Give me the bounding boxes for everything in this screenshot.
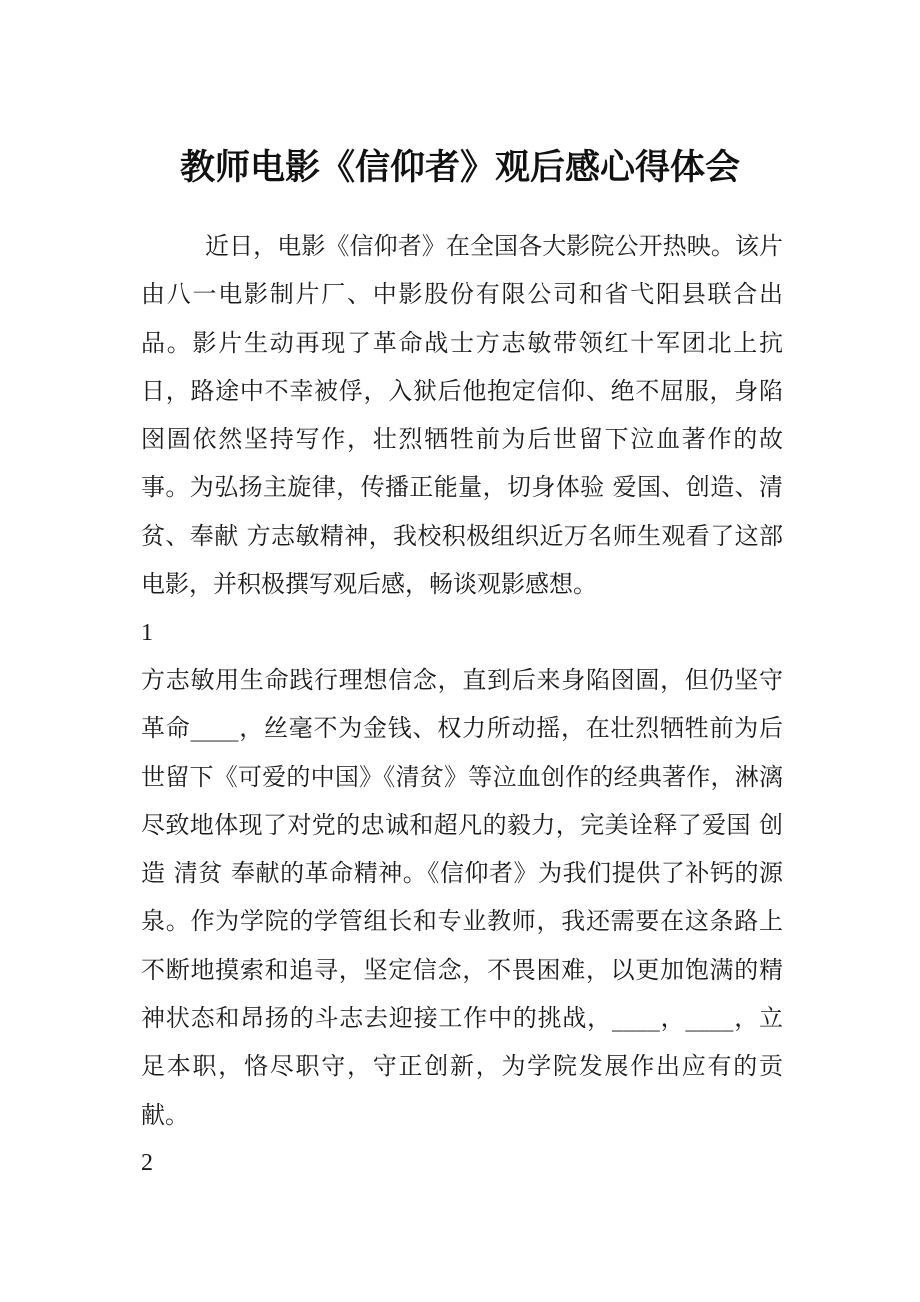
page-number: 2 xyxy=(141,1150,153,1176)
paragraph-intro: 近日，电影《信仰者》在全国各大影院公开热映。该片由八一电影制片厂、中影股份有限公司和省弋阳县联合出品。影片生动再现了革命战士方志敏带领红十军团北上抗日，路途中不幸被俘，入狱后他抱定信仰、绝不屈服，身陷囹圄依然坚持写作，壮烈牺牲前为后世留下泣血著作的故事。为弘扬主旋律，传播正能量，切身体验 爱国、创造、清贫、奉献 方志敏精神，我校积极组织近万名师生观看了这部电影，并积极撰写观后感，畅谈观影感想。 xyxy=(141,232,783,599)
document-title: 教师电影《信仰者》观后感心得体会 xyxy=(179,148,740,188)
page-number: 1 xyxy=(141,620,153,646)
paragraph-reflection: 方志敏用生命践行理想信念，直到后来身陷囹圄，但仍坚守革命____，丝毫不为金钱、权力所动摇，在壮烈牺牲前为后世留下《可爱的中国》《清贫》等泣血创作的经典著作，淋漓尽致地体现了对党的忠诚和超凡的毅力，完美诠释了爱国 创造 清贫 奉献的革命精神。《信仰者》为我们提供了补钙的源泉。作为学院的学管组长和专业教师，我还需要在这条路上不断地摸索和追寻，坚定信念，不畏困难，以更加饱满的精神状态和昂扬的斗志去迎接工作中的挑战，____，____，立足本职，恪尽职守，守正创新，为学院发展作出应有的贡献。 xyxy=(141,666,783,1129)
